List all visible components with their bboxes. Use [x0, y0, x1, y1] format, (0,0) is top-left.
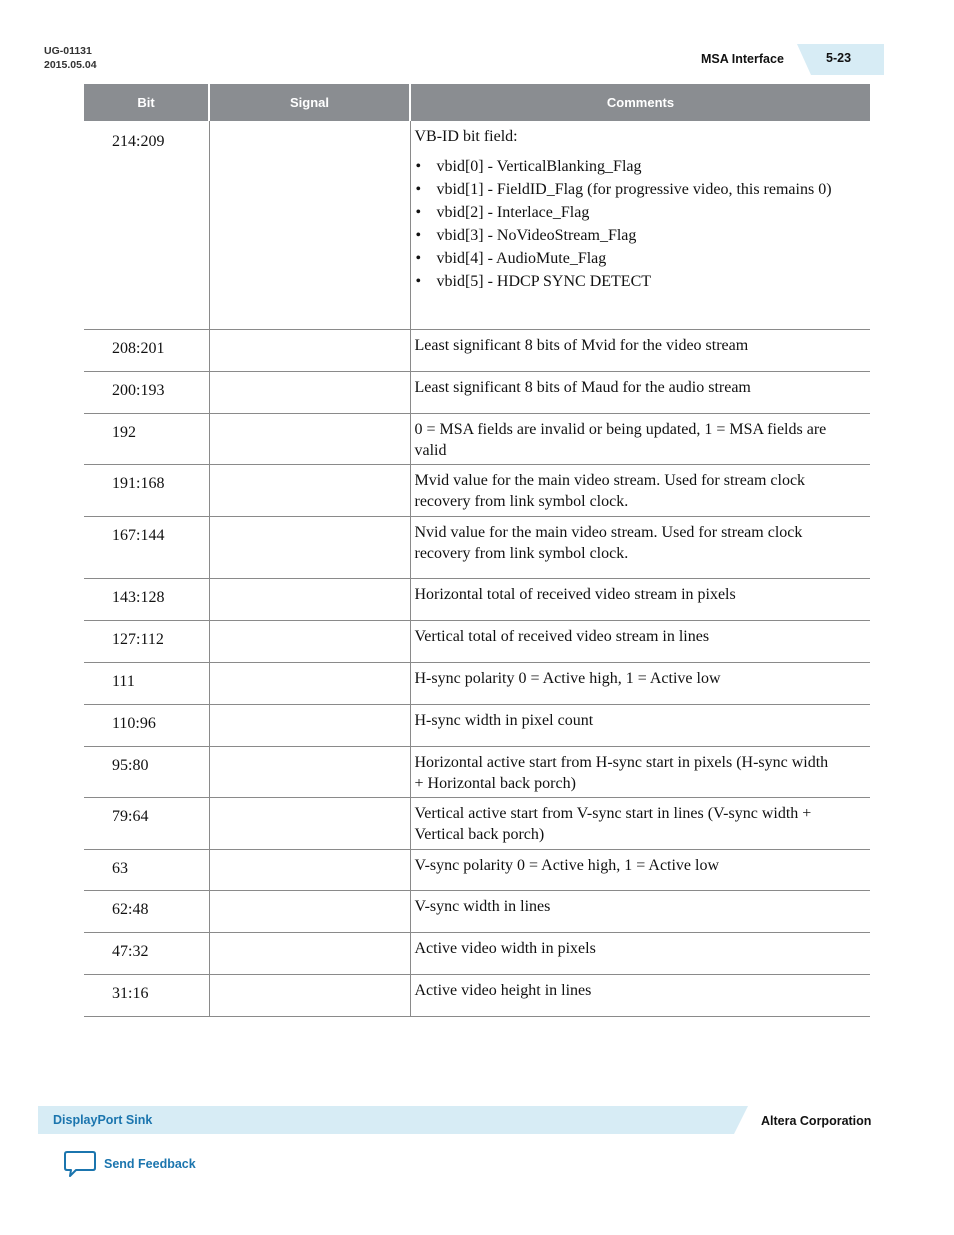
bit-cell: 143:128 — [84, 578, 209, 620]
comment-cell: 0 = MSA fields are invalid or being updated, 1 = MSA fields are valid — [410, 413, 870, 464]
signal-cell — [209, 121, 410, 329]
send-feedback-label: Send Feedback — [104, 1157, 196, 1171]
table-row — [84, 849, 870, 890]
bullet-item: • vbid[2] - Interlace_Flag — [415, 203, 841, 223]
bit-cell: 110:96 — [84, 704, 209, 746]
comment-cell: Nvid value for the main video stream. Used for stream clock recovery from link symbol clock. — [410, 516, 870, 578]
signal-cell — [209, 464, 410, 516]
comment-cell: Mvid value for the main video stream. Used for stream clock recovery from link symbol clock. — [410, 464, 870, 516]
document-id: UG-01131 — [44, 45, 92, 57]
bit-cell: 111 — [84, 662, 209, 704]
comment-cell: H-sync polarity 0 = Active high, 1 = Active low — [410, 662, 870, 704]
bullet-item: • vbid[1] - FieldID_Flag (for progressive video, this remains 0) — [415, 180, 841, 200]
table-row — [84, 516, 870, 578]
bit-cell: 95:80 — [84, 746, 209, 797]
signal-cell — [209, 704, 410, 746]
bit-cell: 192 — [84, 413, 209, 464]
bit-cell: 79:64 — [84, 797, 209, 849]
comment-cell: H-sync width in pixel count — [410, 704, 870, 746]
column-header-comments: Comments — [410, 84, 870, 121]
signal-cell — [209, 932, 410, 974]
signal-cell — [209, 974, 410, 1016]
signal-cell — [209, 620, 410, 662]
table-row — [84, 974, 870, 1016]
signal-cell — [209, 890, 410, 932]
document-id-block — [44, 44, 97, 72]
bullet-item: • vbid[3] - NoVideoStream_Flag — [415, 226, 841, 246]
comment-cell: Vertical total of received video stream in lines — [410, 620, 870, 662]
section-title: MSA Interface — [701, 52, 784, 66]
footer-company: Altera Corporation — [761, 1114, 872, 1128]
table-row — [84, 329, 870, 371]
table-row — [84, 464, 870, 516]
send-feedback-link[interactable] — [64, 1150, 196, 1178]
page-number: 5-23 — [826, 51, 852, 65]
signal-cell — [209, 413, 410, 464]
comment-cell: Vertical active start from V-sync start in lines (V-sync width + Vertical back porch) — [410, 797, 870, 849]
table-row — [84, 620, 870, 662]
bullet-item: • vbid[4] - AudioMute_Flag — [415, 249, 841, 269]
table-row — [84, 797, 870, 849]
signal-cell — [209, 578, 410, 620]
bit-cell: 31:16 — [84, 974, 209, 1016]
table-row — [84, 662, 870, 704]
comment-intro: VB-ID bit field: — [414, 128, 518, 145]
bit-cell: 200:193 — [84, 371, 209, 413]
signal-cell — [209, 849, 410, 890]
document-date: 2015.05.04 — [44, 59, 97, 71]
signal-cell — [209, 746, 410, 797]
column-header-bit: Bit — [84, 84, 209, 121]
table-row — [84, 932, 870, 974]
comment-cell: Horizontal active start from H-sync start in pixels (H-sync width + Horizontal back porch) — [410, 746, 870, 797]
signal-cell — [209, 516, 410, 578]
comment-cell: Least significant 8 bits of Maud for the audio stream — [410, 371, 870, 413]
bullet-item: • vbid[0] - VerticalBlanking_Flag — [415, 157, 841, 177]
comment-cell: Least significant 8 bits of Mvid for the video stream — [410, 329, 870, 371]
signal-cell — [209, 329, 410, 371]
comment-cell: Active video height in lines — [410, 974, 870, 1016]
vbid-bullet-list — [415, 157, 841, 292]
table-row — [84, 371, 870, 413]
speech-bubble-icon — [64, 1150, 96, 1178]
table-row — [84, 890, 870, 932]
table-row — [84, 746, 870, 797]
table-row — [84, 578, 870, 620]
signal-cell — [209, 797, 410, 849]
signal-cell — [209, 662, 410, 704]
bit-cell: 167:144 — [84, 516, 209, 578]
msa-bit-table — [84, 84, 870, 1017]
footer-product-link[interactable]: DisplayPort Sink — [53, 1113, 153, 1127]
comment-cell — [410, 121, 870, 329]
signal-cell — [209, 371, 410, 413]
comment-cell: Horizontal total of received video stream in pixels — [410, 578, 870, 620]
comment-cell: V-sync polarity 0 = Active high, 1 = Active low — [410, 849, 870, 890]
bit-cell: 47:32 — [84, 932, 209, 974]
column-header-signal: Signal — [209, 84, 410, 121]
bit-cell: 208:201 — [84, 329, 209, 371]
table-row — [84, 413, 870, 464]
comment-cell: V-sync width in lines — [410, 890, 870, 932]
bit-cell: 62:48 — [84, 890, 209, 932]
bit-cell: 214:209 — [84, 121, 209, 329]
table-row — [84, 704, 870, 746]
bit-cell: 127:112 — [84, 620, 209, 662]
bullet-item: • vbid[5] - HDCP SYNC DETECT — [415, 272, 841, 292]
comment-cell: Active video width in pixels — [410, 932, 870, 974]
table-header-row — [84, 84, 870, 121]
table-row — [84, 121, 870, 329]
bit-cell: 191:168 — [84, 464, 209, 516]
bit-cell: 63 — [84, 849, 209, 890]
